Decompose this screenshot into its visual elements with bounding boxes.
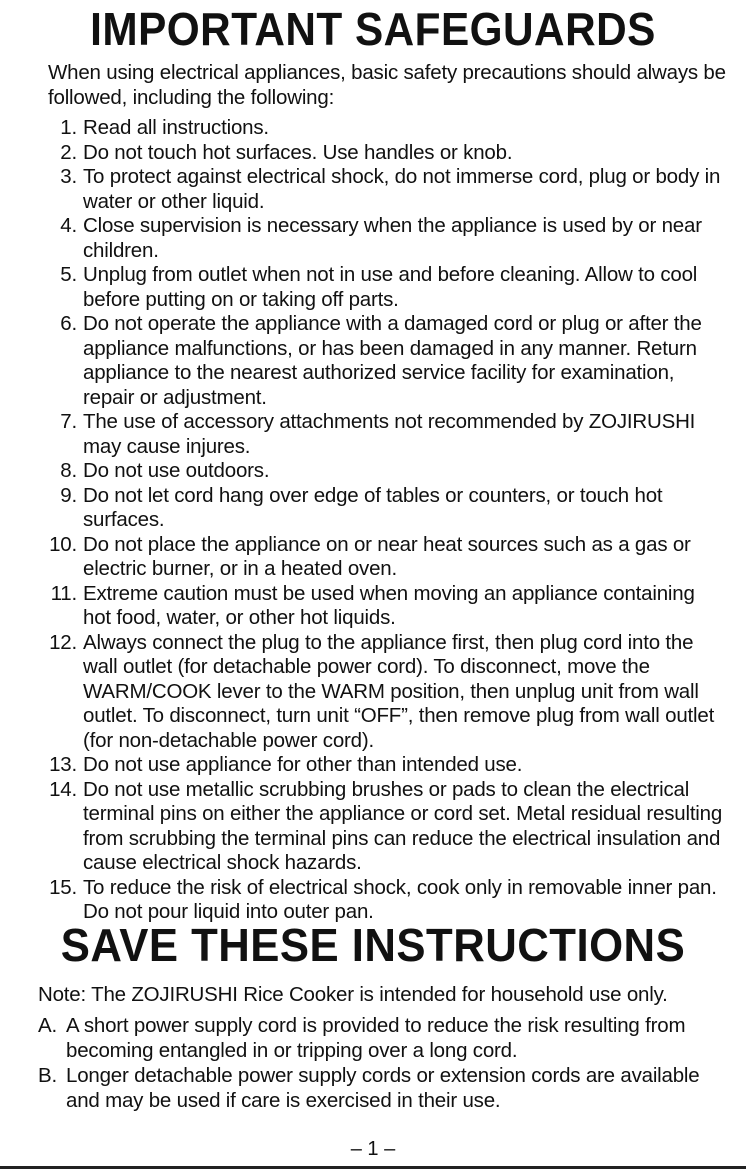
- item-number: 4.: [60, 214, 77, 237]
- note-item: [0, 1014, 746, 1063]
- item-text: Do not touch hot surfaces. Use handles or knob.: [83, 140, 513, 164]
- safeguard-item: [0, 459, 746, 484]
- item-text: Do not use metallic scrubbing brushes or pads to clean the electrical terminal pins on either the appliance or cord set. Metal residual resulting from scrubbing the terminal pins can reduce the electrical insulation and cause electrical shock hazards.: [83, 777, 723, 874]
- save-instructions-heading: SAVE THESE INSTRUCTIONS: [60, 919, 686, 971]
- household-note: Note: The ZOJIRUSHI Rice Cooker is intended for household use only.: [38, 983, 668, 1006]
- safeguard-item: [0, 263, 746, 312]
- item-text: Always connect the plug to the appliance first, then plug cord into the wall outlet (for detachable power cord). To disconnect, move the WARM/COOK lever to the WARM position, then unplug unit from wall outlet. To disconnect, turn unit “OFF”, then remove plug from wall outlet (for non-detachable power cord).: [83, 630, 715, 752]
- item-text: Do not operate the appliance with a damaged cord or plug or after the appliance malfunctions, or has been damaged in any manner. Return appliance to the nearest authorized service facility for examination, repair or adjustment.: [83, 312, 702, 409]
- item-number: 10.: [49, 532, 77, 556]
- safeguard-item: [0, 778, 746, 876]
- item-number: 11.: [50, 581, 77, 605]
- item-number: 15.: [49, 875, 77, 899]
- item-text: To reduce the risk of electrical shock, cook only in removable inner pan. Do not pour liquid into outer pan.: [83, 875, 717, 923]
- item-number: 5.: [60, 263, 77, 286]
- safeguard-item: [0, 312, 746, 410]
- item-number: 6.: [60, 312, 77, 335]
- safeguard-item: [0, 533, 746, 582]
- safeguard-item: [0, 116, 746, 141]
- item-text: Unplug from outlet when not in use and before cleaning. Allow to cool before putting on or taking off parts.: [83, 263, 698, 311]
- item-number: 8.: [60, 459, 77, 482]
- item-text: Do not use appliance for other than intended use.: [83, 753, 523, 776]
- item-text: Extreme caution must be used when moving an appliance containing hot food, water, or other hot liquids.: [83, 581, 695, 629]
- note-text: Longer detachable power supply cords or extension cords are available and may be used if care is exercised in their use.: [66, 1064, 700, 1112]
- safeguard-item: [0, 484, 746, 533]
- item-number: 1.: [60, 116, 77, 139]
- safeguards-list: [0, 116, 746, 925]
- note-letter: B.: [38, 1064, 57, 1087]
- page-number: – 1 –: [350, 1138, 396, 1160]
- note-text: A short power supply cord is provided to reduce the risk resulting from becoming entangled in or tripping over a long cord.: [66, 1014, 686, 1062]
- item-text: Do not let cord hang over edge of tables or counters, or touch hot surfaces.: [83, 483, 663, 531]
- item-number: 7.: [60, 410, 77, 433]
- item-text: Read all instructions.: [83, 116, 269, 139]
- safeguard-item: [0, 141, 746, 166]
- safeguard-item: [0, 214, 746, 263]
- item-number: 9.: [60, 483, 77, 507]
- item-text: To protect against electrical shock, do not immerse cord, plug or body in water or other liquid.: [83, 165, 721, 213]
- item-number: 2.: [60, 140, 77, 164]
- safeguard-item: [0, 753, 746, 778]
- intro-paragraph: When using electrical appliances, basic safety precautions should always be followed, including the following:: [48, 61, 726, 109]
- item-text: Do not place the appliance on or near heat sources such as a gas or electric burner, or in a heated oven.: [83, 532, 691, 580]
- item-number: 13.: [49, 753, 77, 776]
- notes-list: [0, 1014, 746, 1114]
- safeguard-item: [0, 165, 746, 214]
- item-number: 14.: [49, 777, 77, 801]
- item-number: 3.: [60, 165, 77, 188]
- safeguard-item: [0, 582, 746, 631]
- safeguard-item: [0, 631, 746, 754]
- item-text: The use of accessory attachments not recommended by ZOJIRUSHI may cause injures.: [83, 410, 696, 458]
- item-number: 12.: [49, 630, 77, 654]
- item-text: Do not use outdoors.: [83, 459, 270, 482]
- note-item: [0, 1064, 746, 1113]
- safeguard-item: [0, 410, 746, 459]
- note-letter: A.: [38, 1014, 57, 1037]
- item-text: Close supervision is necessary when the appliance is used by or near children.: [83, 214, 702, 262]
- page-title: IMPORTANT SAFEGUARDS: [90, 3, 656, 55]
